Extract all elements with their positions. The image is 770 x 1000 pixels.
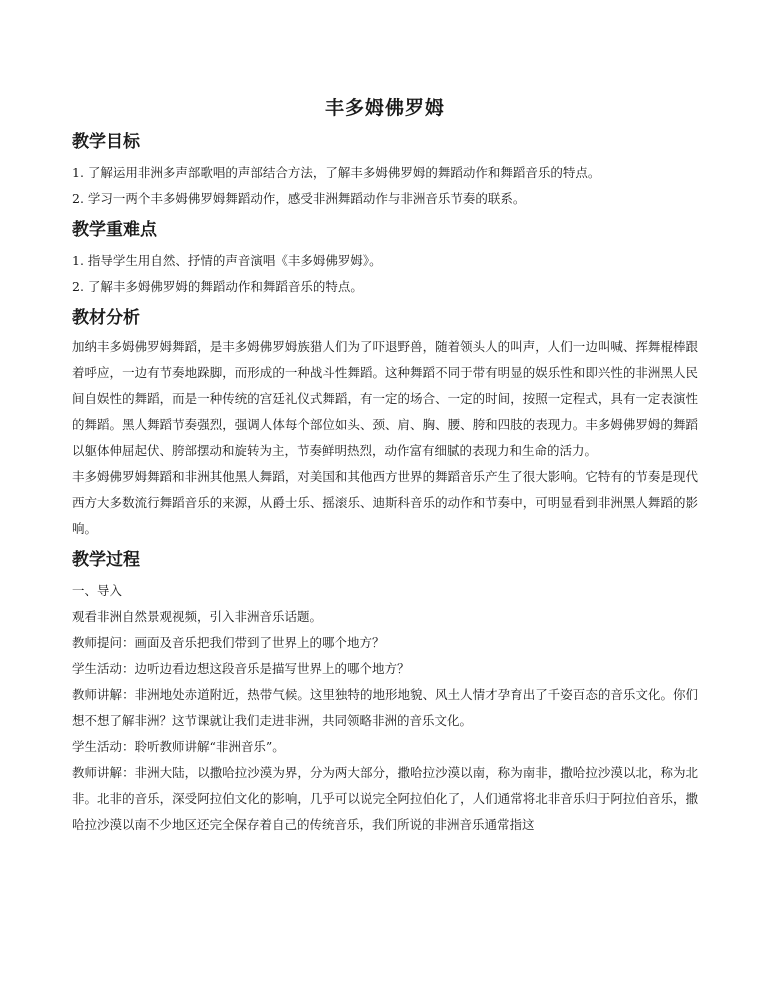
section-heading-process: 教学过程 xyxy=(72,550,140,570)
section-heading-goals: 教学目标 xyxy=(72,132,140,152)
goals-list xyxy=(72,160,698,212)
list-item: 2. 了解丰多姆佛罗姆的舞蹈动作和舞蹈音乐的特点。 xyxy=(72,279,363,294)
paragraph: 教师讲解：非洲大陆，以撒哈拉沙漠为界，分为两大部分，撒哈拉沙漠以南，称为南非，撒哈拉沙漠以北，称为北非。北非的音乐，深受阿拉伯文化的影响，几乎可以说完全阿拉伯化了，人们通常将北非音乐归于阿拉伯音乐，撒哈拉沙漠以南不少地区还完全保存着自己的传统音乐，我们所说的非洲音乐通常指这 xyxy=(72,765,698,832)
section-heading-keypoints: 教学重难点 xyxy=(72,220,157,240)
list-item: 2. 学习一两个丰多姆佛罗姆舞蹈动作，感受非洲舞蹈动作与非洲音乐节奏的联系。 xyxy=(72,191,526,206)
paragraph: 学生活动：聆听教师讲解“非洲音乐”。 xyxy=(72,739,285,754)
document-title: 丰多姆佛罗姆 xyxy=(324,97,445,119)
analysis-body xyxy=(72,334,698,542)
keypoints-list xyxy=(72,248,698,300)
paragraph: 学生活动：边听边看边想这段音乐是描写世界上的哪个地方？ xyxy=(72,661,410,676)
paragraph: 加纳丰多姆佛罗姆舞蹈，是丰多姆佛罗姆族猎人们为了吓退野兽，随着领头人的叫声，人们一边叫喊、挥舞棍棒跟着呼应，一边有节奏地跺脚，而形成的一种战斗性舞蹈。这种舞蹈不同于带有明显的娱乐性和即兴性的非洲黑人民间自娱性的舞蹈，而是一种传统的宫廷礼仪式舞蹈，有一定的场合、一定的时间，按照一定程式，具有一定表演性的舞蹈。黑人舞蹈节奏强烈，强调人体每个部位如头、颈、肩、胸、腰、胯和四肢的表现力。丰多姆佛罗姆的舞蹈以躯体伸屈起伏、胯部摆动和旋转为主，节奏鲜明热烈，动作富有细腻的表现力和生命的活力。 xyxy=(72,339,698,458)
paragraph: 教师提问：画面及音乐把我们带到了世界上的哪个地方？ xyxy=(72,635,385,650)
paragraph: 一、导入 xyxy=(72,583,123,598)
paragraph: 教师讲解：非洲地处赤道附近，热带气候。这里独特的地形地貌、风土人情才孕育出了千姿百态的音乐文化。你们想不想了解非洲？这节课就让我们走进非洲，共同领略非洲的音乐文化。 xyxy=(72,687,698,728)
paragraph: 丰多姆佛罗姆舞蹈和非洲其他黑人舞蹈，对美国和其他西方世界的舞蹈音乐产生了很大影响。它特有的节奏是现代西方大多数流行舞蹈音乐的来源，从爵士乐、摇滚乐、迪斯科音乐的动作和节奏中，可明显看到非洲黑人舞蹈的影响。 xyxy=(72,469,698,536)
process-body xyxy=(72,578,698,838)
list-item: 1. 指导学生用自然、抒情的声音演唱《丰多姆佛罗姆》。 xyxy=(72,253,382,268)
document-page xyxy=(72,0,698,838)
paragraph: 观看非洲自然景观视频，引入非洲音乐话题。 xyxy=(72,609,323,624)
section-heading-analysis: 教材分析 xyxy=(72,308,140,328)
list-item: 1. 了解运用非洲多声部歌唱的声部结合方法，了解丰多姆佛罗姆的舞蹈动作和舞蹈音乐的特点。 xyxy=(72,165,601,180)
